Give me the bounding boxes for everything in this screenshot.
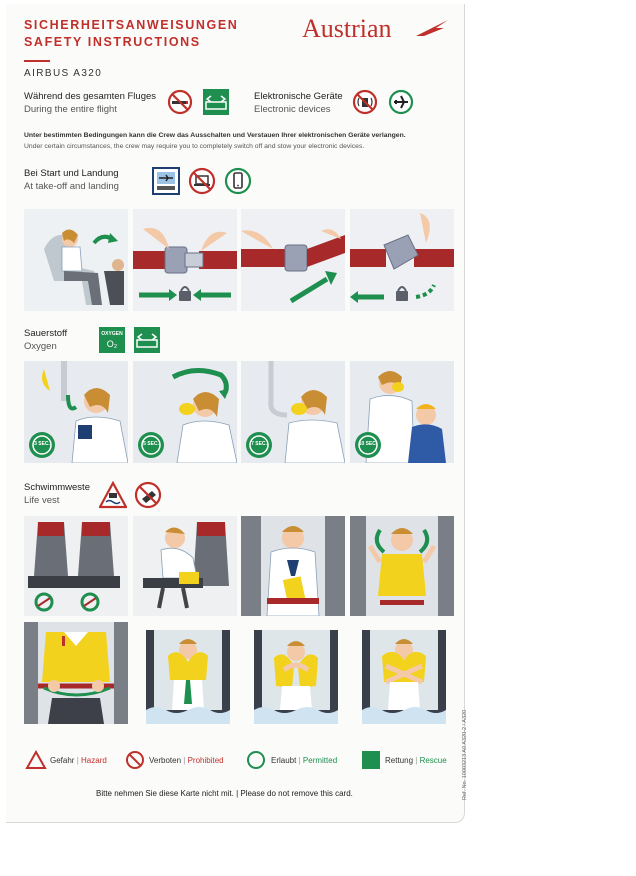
no-radio-icon (352, 89, 378, 115)
timer-label-2: 5 SEC. (143, 441, 159, 447)
panel-vest-jump (362, 630, 446, 724)
takeoff-label-en: At take-off and landing (24, 181, 119, 192)
oxygen-sign-symbol: O₂ (106, 339, 118, 349)
legend-rescue-en: Rescue (419, 756, 447, 765)
window-shade-icon (152, 167, 180, 195)
legend-permitted-de: Erlaubt (271, 756, 297, 765)
exit-sign-icon (203, 89, 229, 115)
rescue-legend-icon (362, 751, 380, 769)
takeoff-label-de: Bei Start und Landung (24, 168, 119, 179)
panel-vest-fasten (24, 622, 128, 724)
timer-label-3: 7 SEC. (251, 441, 267, 447)
legend-rescue: Rettung | Rescue (385, 756, 447, 765)
timer-label-4: 10 SEC. (358, 441, 378, 447)
prohibited-legend-icon (125, 750, 145, 770)
legend-prohibited-de: Verboten (149, 756, 182, 765)
aircraft-type: AIRBUS A320 (24, 68, 103, 79)
panel-vest-retrieve (133, 516, 237, 616)
panel-vest-inflate-exit (146, 630, 230, 724)
flight-label-en: During the entire flight (24, 104, 117, 115)
legend-prohibited: Verboten | Prohibited (149, 756, 224, 765)
panel-oxygen-step-1 (24, 361, 128, 463)
timer-label-1: 3 SEC. (34, 441, 50, 447)
hazard-legend-icon (25, 750, 47, 770)
brand-logo-icon (414, 18, 450, 40)
oxygen-sign-icon (99, 327, 125, 353)
lifevest-label-de: Schwimmweste (24, 482, 90, 493)
legend-permitted: Erlaubt | Permitted (271, 756, 338, 765)
lifevest-label-en: Life vest (24, 495, 60, 506)
flight-label-de: Während des gesamten Fluges (24, 91, 157, 102)
legend-hazard: Gefahr | Hazard (50, 756, 107, 765)
devices-label-de: Elektronische Geräte (254, 91, 343, 102)
notice-en: Under certain circumstances, the crew may require you to completely switch off and stow your electronic devices. (24, 143, 365, 150)
notice-de: Unter bestimmten Bedingungen kann die Crew das Ausschalten und Verstauen Ihrer elektronischen Geräte verlangen. (24, 132, 406, 139)
no-laptop-icon (188, 167, 216, 195)
hazard-water-icon (99, 481, 127, 509)
title-de: SICHERHEITSANWEISUNGEN (24, 18, 239, 32)
phone-permitted-icon (224, 167, 252, 195)
legend-permitted-en: Permitted (302, 756, 338, 765)
panel-oxygen-step-3 (241, 361, 345, 463)
panel-oxygen-step-4 (350, 361, 454, 463)
header-rule (24, 60, 50, 62)
card-reference-code: Ref. No. 10003213 A0 A320-2 / A320 (462, 709, 468, 800)
panel-vest-open-pouch (241, 516, 345, 616)
panel-fasten-belt (133, 209, 237, 311)
devices-label-en: Electronic devices (254, 104, 331, 115)
brand-name: Austrian (302, 14, 392, 43)
flight-mode-icon (388, 89, 414, 115)
footer-notice: Bitte nehmen Sie diese Karte nicht mit. | Please do not remove this card. (96, 789, 353, 798)
oxygen-label-en: Oxygen (24, 341, 57, 352)
panel-vest-pull-tabs (254, 630, 338, 724)
legend-rescue-de: Rettung (385, 756, 414, 765)
title-en: SAFETY INSTRUCTIONS (24, 35, 201, 49)
panel-seated-posture (24, 209, 128, 311)
legend-prohibited-en: Prohibited (187, 756, 224, 765)
panel-vest-put-on (350, 516, 454, 616)
panel-vest-location (24, 516, 128, 616)
oxygen-sign-label: OXYGEN (101, 331, 123, 337)
panel-tighten-belt (241, 209, 345, 311)
no-smoking-icon (167, 89, 193, 115)
legend-hazard-de: Gefahr (50, 756, 75, 765)
permitted-legend-icon (246, 750, 266, 770)
oxygen-exit-sign-icon (134, 327, 160, 353)
no-inflate-inside-icon (134, 481, 162, 509)
oxygen-label-de: Sauerstoff (24, 328, 68, 339)
panel-release-belt (350, 209, 454, 311)
legend-hazard-en: Hazard (81, 756, 107, 765)
panel-oxygen-step-2 (133, 361, 237, 463)
